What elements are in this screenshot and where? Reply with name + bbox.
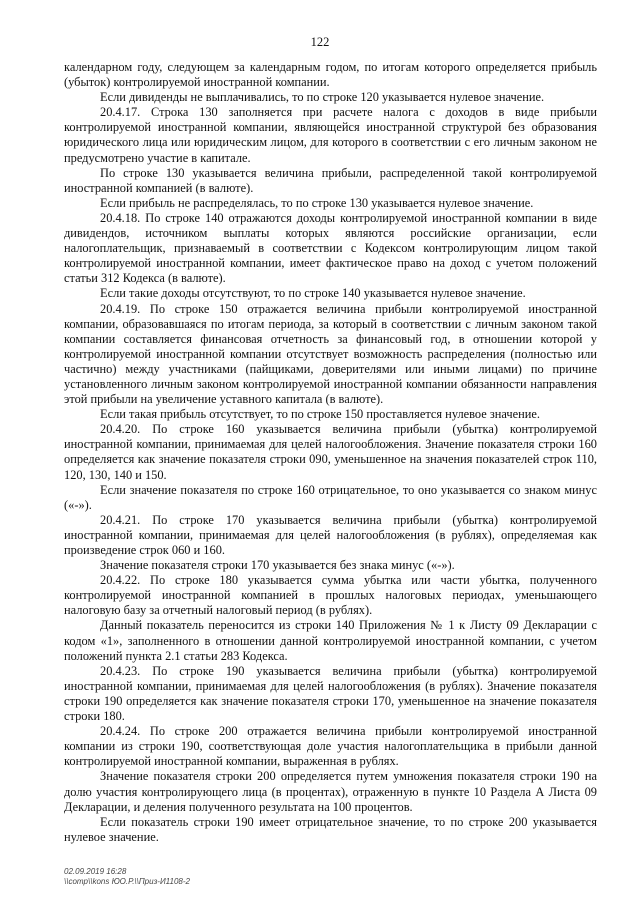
footer-timestamp: 02.09.2019 16:28 [64, 867, 127, 876]
paragraph: 20.4.20. По строке 160 указывается величина прибыли (убытка) контролируемой иностранной компании, принимаемая для целей налогообложения. Значение показателя строки 160 определяется как значение показателя строки 090, уменьшенное на значения показателей строк 110, 120, 130, 140 и 150. [64, 422, 597, 482]
paragraph: 20.4.24. По строке 200 отражается величина прибыли контролируемой иностранной компании из строки 190, соответствующая доле участия налогоплательщика в прибыли данной контролируемой иностранной компании, выраженная в рублях. [64, 724, 597, 769]
page-number: 122 [310, 35, 330, 49]
paragraph: Если такие доходы отсутствуют, то по строке 140 указывается нулевое значение. [100, 286, 526, 301]
paragraph: 20.4.21. По строке 170 указывается величина прибыли (убытка) контролируемой иностранной компании, принимаемая для целей налогообложения (в рублях), определяемая как произведение строк 060 и 160. [64, 512, 597, 557]
paragraph: 20.4.17. Строка 130 заполняется при расчете налога с доходов в виде прибыли контролируемой иностранной компании, являющейся иностранной структурой без образования юридического лица или юридическим лицом, для которого в соответствии с его личным законом не предусмотрено участие в капитале. [64, 105, 597, 165]
paragraph: По строке 130 указывается величина прибыли, распределенной такой контролируемой иностранной компанией (в валюте). [64, 165, 597, 195]
paragraph: 20.4.23. По строке 190 указывается величина прибыли (убытка) контролируемой иностранной компании, принимаемая для целей налогообложения (в рублях). Значение показателя строки 190 определяется как значение показателя строки 170, уменьшенное на значение показателя строки 180. [64, 663, 597, 724]
paragraph: Если дивиденды не выплачивались, то по строке 120 указывается нулевое значение. [100, 90, 545, 105]
paragraph: Значение показателя строки 170 указывается без знака минус («-»). [100, 558, 455, 573]
paragraph: календарном году, следующем за календарным годом, по итогам которого определяется прибыль (убыток) контролируемой иностранной компании. [64, 60, 597, 90]
paragraph: Данный показатель переносится из строки 140 Приложения № 1 к Листу 09 Декларации с кодом «1», заполненного в отношении данной контролируемой иностранной компании, с учетом положений пункта 2.1 статьи 283 Кодекса. [64, 618, 597, 663]
paragraph: 20.4.22. По строке 180 указывается сумма убытка или части убытка, полученного контролируемой иностранной компанией в прошлых налоговых периодах, уменьшающего налоговую базу за отчетный налоговый период (в рублях). [64, 573, 597, 618]
paragraph: 20.4.19. По строке 150 отражается величина прибыли контролируемой иностранной компании, образовавшаяся по итогам периода, за который в соответствии с личным законом такой компании составляется финансовая отчетность за финансовый год, в отношении которой у контролируемой иностранной компании отсутствует возможность распределения (полностью или частично) между участниками (пайщиками, доверителями или иными лицами) по причине установленного личным законом контролируемой иностранной компании обязанности направления этой прибыли на увеличение уставного капитала (в валюте). [64, 301, 597, 407]
paragraph: 20.4.18. По строке 140 отражаются доходы контролируемой иностранной компании в виде дивидендов, источником выплаты которых являются российские организации, если налогоплательщик, признаваемый в соответствии с Кодексом контролирующим лицом такой контролируемой иностранной компании, имеет фактическое право на доход с учетом положений статьи 312 Кодекса (в валюте). [64, 210, 597, 286]
footer-file-path: \\comp\\kons ЮО.Р.\\Приз-И1108-2 [64, 877, 190, 886]
paragraph: Если прибыль не распределялась, то по строке 130 указывается нулевое значение. [100, 195, 534, 210]
document-footer [64, 867, 190, 887]
document-body [64, 60, 597, 845]
paragraph: Значение показателя строки 200 определяется путем умножения показателя строки 190 на долю участия контролирующего лица (в процентах), отраженную в пункте 10 Раздела А Листа 09 Декларации, и деления полученного результата на 100 процентов. [64, 769, 597, 814]
paragraph: Если показатель строки 190 имеет отрицательное значение, то по строке 200 указывается нулевое значение. [64, 814, 597, 844]
paragraph: Если такая прибыль отсутствует, то по строке 150 проставляется нулевое значение. [100, 407, 540, 422]
paragraph: Если значение показателя по строке 160 отрицательное, то оно указывается со знаком минус («-»). [64, 482, 597, 512]
